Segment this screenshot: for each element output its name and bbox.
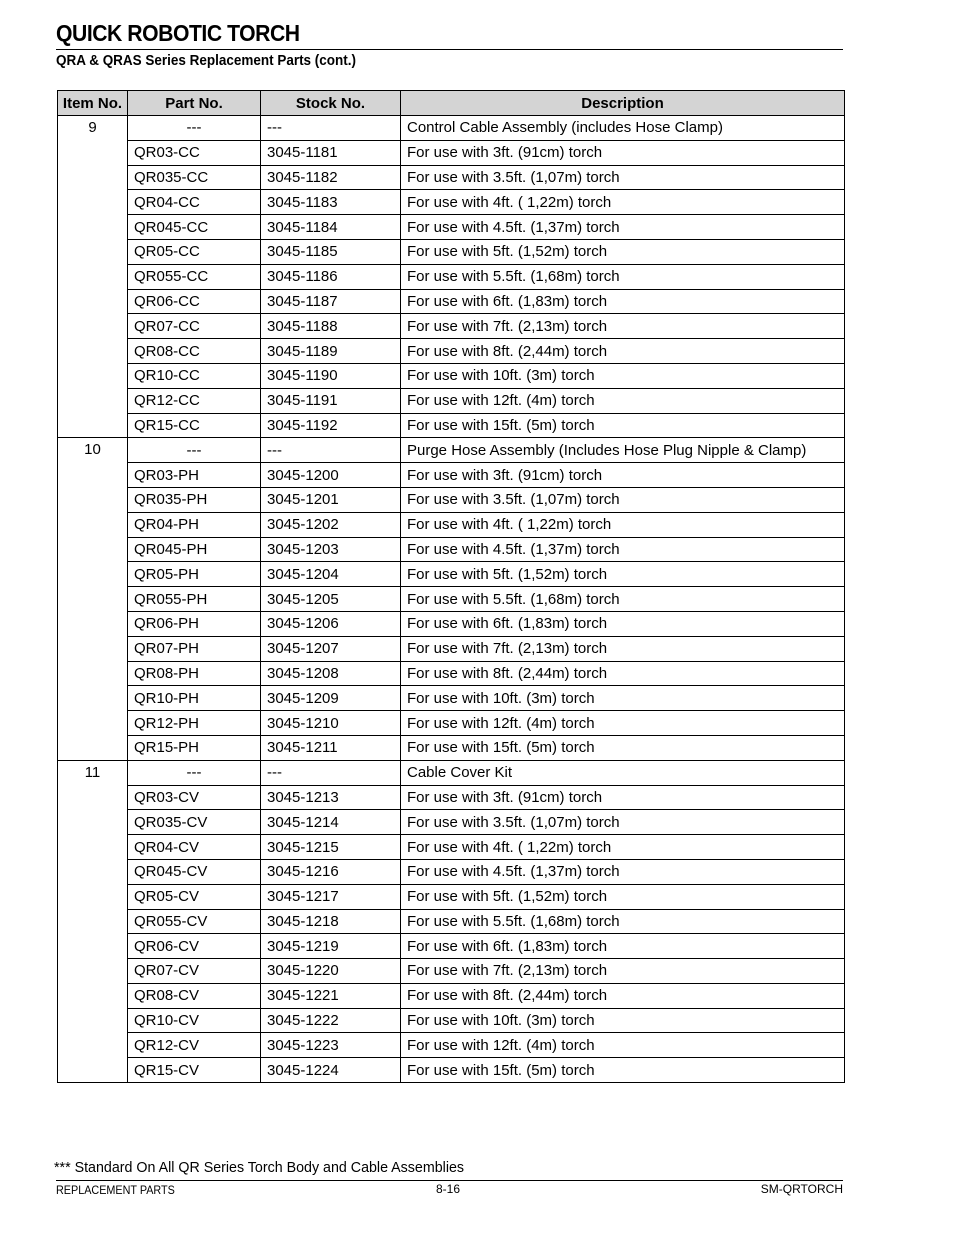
stock-number-cell: 3045-1208 [261, 661, 401, 686]
description-cell: For use with 4ft. ( 1,22m) torch [401, 512, 845, 537]
part-number-cell: --- [128, 438, 261, 463]
stock-number-cell: 3045-1211 [261, 735, 401, 760]
description-cell: For use with 3ft. (91cm) torch [401, 785, 845, 810]
table-row [58, 140, 845, 165]
description-cell: For use with 7ft. (2,13m) torch [401, 959, 845, 984]
table-row [58, 1033, 845, 1058]
table-row [58, 1058, 845, 1083]
footer-rule [56, 1180, 843, 1181]
footnote: *** Standard On All QR Series Torch Body and Cable Assemblies [54, 1159, 465, 1176]
stock-number-cell: 3045-1190 [261, 363, 401, 388]
stock-number-cell: 3045-1215 [261, 835, 401, 860]
part-number-cell: QR08-CV [128, 983, 261, 1008]
table-row [58, 661, 845, 686]
description-cell: For use with 4.5ft. (1,37m) torch [401, 537, 845, 562]
table-row [58, 339, 845, 364]
stock-number-cell: --- [261, 438, 401, 463]
part-number-cell: QR08-CC [128, 339, 261, 364]
description-cell: For use with 5ft. (1,52m) torch [401, 562, 845, 587]
stock-number-cell: 3045-1186 [261, 264, 401, 289]
table-row [58, 512, 845, 537]
stock-number-cell: --- [261, 116, 401, 141]
description-cell: Purge Hose Assembly (Includes Hose Plug Nipple & Clamp) [401, 438, 845, 463]
title-rule [56, 49, 843, 50]
table-row [58, 165, 845, 190]
part-number-cell: QR07-CV [128, 959, 261, 984]
stock-number-cell: 3045-1210 [261, 711, 401, 736]
table-row [58, 1008, 845, 1033]
table-row [58, 810, 845, 835]
table-row [58, 413, 845, 438]
description-cell: For use with 7ft. (2,13m) torch [401, 314, 845, 339]
part-number-cell: QR05-CV [128, 884, 261, 909]
description-cell: For use with 5.5ft. (1,68m) torch [401, 264, 845, 289]
part-number-cell: QR06-CC [128, 289, 261, 314]
part-number-cell: QR12-CV [128, 1033, 261, 1058]
description-cell: For use with 3ft. (91cm) torch [401, 140, 845, 165]
stock-number-cell: 3045-1214 [261, 810, 401, 835]
stock-number-cell: 3045-1213 [261, 785, 401, 810]
stock-number-cell: 3045-1206 [261, 611, 401, 636]
stock-number-cell: 3045-1222 [261, 1008, 401, 1033]
description-cell: For use with 8ft. (2,44m) torch [401, 983, 845, 1008]
table-row [58, 463, 845, 488]
part-number-cell: QR06-PH [128, 611, 261, 636]
part-number-cell: QR10-CC [128, 363, 261, 388]
stock-number-cell: 3045-1221 [261, 983, 401, 1008]
stock-number-cell: 3045-1202 [261, 512, 401, 537]
stock-number-cell: 3045-1200 [261, 463, 401, 488]
table-row [58, 487, 845, 512]
parts-table-body [58, 116, 845, 1083]
part-number-cell: QR03-CV [128, 785, 261, 810]
stock-number-cell: 3045-1187 [261, 289, 401, 314]
table-row [58, 438, 845, 463]
item-number-cell: 9 [58, 116, 128, 438]
description-cell: For use with 10ft. (3m) torch [401, 363, 845, 388]
part-number-cell: QR15-PH [128, 735, 261, 760]
part-number-cell: QR15-CC [128, 413, 261, 438]
stock-number-cell: 3045-1201 [261, 487, 401, 512]
part-number-cell: QR035-CC [128, 165, 261, 190]
table-row [58, 611, 845, 636]
stock-number-cell: 3045-1220 [261, 959, 401, 984]
description-cell: For use with 5ft. (1,52m) torch [401, 884, 845, 909]
description-cell: For use with 15ft. (5m) torch [401, 413, 845, 438]
table-row [58, 537, 845, 562]
description-cell: For use with 15ft. (5m) torch [401, 1058, 845, 1083]
description-cell: For use with 4ft. ( 1,22m) torch [401, 835, 845, 860]
description-cell: For use with 5.5ft. (1,68m) torch [401, 909, 845, 934]
table-row [58, 264, 845, 289]
description-cell: For use with 12ft. (4m) torch [401, 1033, 845, 1058]
table-row [58, 562, 845, 587]
page-subtitle: QRA & QRAS Series Replacement Parts (cont.) [56, 53, 356, 69]
stock-number-cell: 3045-1216 [261, 859, 401, 884]
col-header-stock: Stock No. [261, 91, 401, 116]
part-number-cell: QR035-CV [128, 810, 261, 835]
part-number-cell: QR045-CC [128, 215, 261, 240]
stock-number-cell: 3045-1203 [261, 537, 401, 562]
description-cell: For use with 6ft. (1,83m) torch [401, 611, 845, 636]
stock-number-cell: 3045-1182 [261, 165, 401, 190]
part-number-cell: QR055-CC [128, 264, 261, 289]
stock-number-cell: 3045-1218 [261, 909, 401, 934]
description-cell: For use with 3.5ft. (1,07m) torch [401, 487, 845, 512]
table-row [58, 190, 845, 215]
part-number-cell: QR12-CC [128, 388, 261, 413]
item-number-cell: 10 [58, 438, 128, 760]
footer-page-number: 8-16 [436, 1182, 461, 1196]
part-number-cell: QR04-CC [128, 190, 261, 215]
stock-number-cell: 3045-1205 [261, 587, 401, 612]
part-number-cell: QR04-PH [128, 512, 261, 537]
table-row [58, 314, 845, 339]
stock-number-cell: 3045-1184 [261, 215, 401, 240]
description-cell: For use with 3.5ft. (1,07m) torch [401, 810, 845, 835]
table-header-row [58, 91, 845, 116]
part-number-cell: QR06-CV [128, 934, 261, 959]
description-cell: For use with 3.5ft. (1,07m) torch [401, 165, 845, 190]
stock-number-cell: 3045-1189 [261, 339, 401, 364]
part-number-cell: QR045-CV [128, 859, 261, 884]
table-row [58, 909, 845, 934]
description-cell: For use with 3ft. (91cm) torch [401, 463, 845, 488]
description-cell: For use with 4.5ft. (1,37m) torch [401, 859, 845, 884]
stock-number-cell: 3045-1192 [261, 413, 401, 438]
stock-number-cell: 3045-1204 [261, 562, 401, 587]
table-row [58, 289, 845, 314]
part-number-cell: QR07-CC [128, 314, 261, 339]
description-cell: For use with 4.5ft. (1,37m) torch [401, 215, 845, 240]
part-number-cell: QR12-PH [128, 711, 261, 736]
table-row [58, 388, 845, 413]
description-cell: For use with 6ft. (1,83m) torch [401, 934, 845, 959]
part-number-cell: QR045-PH [128, 537, 261, 562]
part-number-cell: --- [128, 116, 261, 141]
part-number-cell: QR05-PH [128, 562, 261, 587]
part-number-cell: QR15-CV [128, 1058, 261, 1083]
description-cell: For use with 7ft. (2,13m) torch [401, 636, 845, 661]
table-row [58, 884, 845, 909]
part-number-cell: QR03-PH [128, 463, 261, 488]
table-row [58, 636, 845, 661]
table-row [58, 934, 845, 959]
part-number-cell: --- [128, 760, 261, 785]
part-number-cell: QR10-CV [128, 1008, 261, 1033]
parts-table [57, 90, 845, 1083]
stock-number-cell: 3045-1209 [261, 686, 401, 711]
table-row [58, 959, 845, 984]
stock-number-cell: 3045-1224 [261, 1058, 401, 1083]
table-row [58, 859, 845, 884]
stock-number-cell: 3045-1207 [261, 636, 401, 661]
part-number-cell: QR035-PH [128, 487, 261, 512]
description-cell: Cable Cover Kit [401, 760, 845, 785]
footer-doc-code: SM-QRTORCH [760, 1182, 843, 1196]
part-number-cell: QR04-CV [128, 835, 261, 860]
table-row [58, 363, 845, 388]
table-row [58, 239, 845, 264]
item-number-cell: 11 [58, 760, 128, 1082]
stock-number-cell: 3045-1219 [261, 934, 401, 959]
part-number-cell: QR08-PH [128, 661, 261, 686]
footer-section-label: REPLACEMENT PARTS [56, 1183, 175, 1197]
stock-number-cell: --- [261, 760, 401, 785]
table-row [58, 760, 845, 785]
part-number-cell: QR055-CV [128, 909, 261, 934]
description-cell: For use with 8ft. (2,44m) torch [401, 661, 845, 686]
description-cell: For use with 5.5ft. (1,68m) torch [401, 587, 845, 612]
part-number-cell: QR05-CC [128, 239, 261, 264]
stock-number-cell: 3045-1188 [261, 314, 401, 339]
table-row [58, 686, 845, 711]
table-row [58, 735, 845, 760]
description-cell: For use with 8ft. (2,44m) torch [401, 339, 845, 364]
stock-number-cell: 3045-1183 [261, 190, 401, 215]
col-header-item: Item No. [58, 91, 128, 116]
description-cell: For use with 10ft. (3m) torch [401, 1008, 845, 1033]
description-cell: For use with 12ft. (4m) torch [401, 388, 845, 413]
stock-number-cell: 3045-1223 [261, 1033, 401, 1058]
description-cell: For use with 4ft. ( 1,22m) torch [401, 190, 845, 215]
description-cell: For use with 12ft. (4m) torch [401, 711, 845, 736]
part-number-cell: QR03-CC [128, 140, 261, 165]
table-row [58, 215, 845, 240]
description-cell: Control Cable Assembly (includes Hose Clamp) [401, 116, 845, 141]
table-row [58, 835, 845, 860]
page-title: QUICK ROBOTIC TORCH [56, 20, 300, 46]
description-cell: For use with 5ft. (1,52m) torch [401, 239, 845, 264]
table-row [58, 116, 845, 141]
stock-number-cell: 3045-1191 [261, 388, 401, 413]
stock-number-cell: 3045-1185 [261, 239, 401, 264]
stock-number-cell: 3045-1217 [261, 884, 401, 909]
part-number-cell: QR055-PH [128, 587, 261, 612]
table-row [58, 983, 845, 1008]
part-number-cell: QR07-PH [128, 636, 261, 661]
description-cell: For use with 10ft. (3m) torch [401, 686, 845, 711]
stock-number-cell: 3045-1181 [261, 140, 401, 165]
table-row [58, 711, 845, 736]
description-cell: For use with 15ft. (5m) torch [401, 735, 845, 760]
col-header-description: Description [401, 91, 845, 116]
part-number-cell: QR10-PH [128, 686, 261, 711]
col-header-part: Part No. [128, 91, 261, 116]
description-cell: For use with 6ft. (1,83m) torch [401, 289, 845, 314]
table-row [58, 587, 845, 612]
table-row [58, 785, 845, 810]
